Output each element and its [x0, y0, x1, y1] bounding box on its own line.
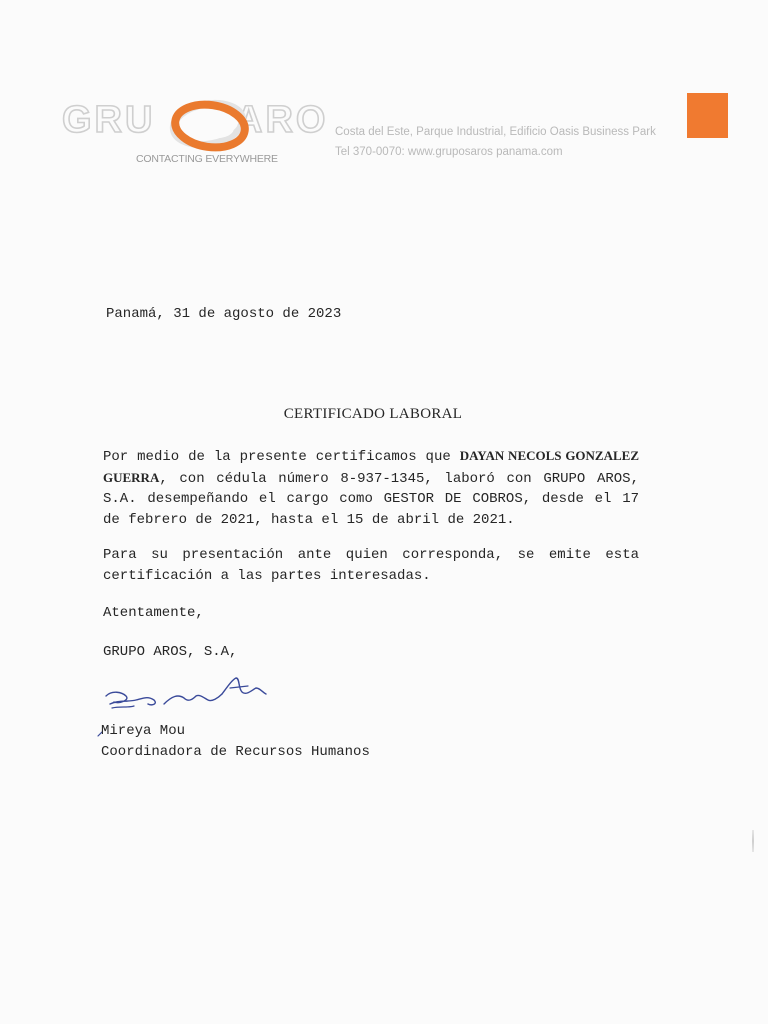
company-name: GRUPO AROS, S.A,	[103, 644, 238, 660]
brand-square	[687, 93, 728, 138]
scan-artifact	[752, 830, 754, 852]
document-title: CERTIFICADO LABORAL	[283, 406, 463, 422]
certification-paragraph	[103, 446, 639, 530]
signer-name: Mireya Mou	[101, 723, 186, 739]
svg-text:GRU: GRU	[62, 99, 156, 141]
logo-tagline: CONTACTING EVERYWHERE	[136, 153, 278, 165]
letterhead-address: Costa del Este, Parque Industrial, Edificio Oasis Business Park	[335, 126, 656, 138]
employee-name: DAYAN NECOLS GONZALEZ GUERRA	[103, 448, 639, 485]
svg-text:ARO: ARO	[235, 99, 329, 141]
letter-date: Panamá, 31 de agosto de 2023	[106, 306, 342, 322]
paragraph-details: , con cédula número 8-937-1345, laboró con GRUPO AROS, S.A. desempeñando el cargo como GESTOR DE COBROS, desde el 17 de febrero de 2021, hasta el 15 de abril de 2021.	[103, 470, 639, 528]
letterhead-phone-web: Tel 370-0070: www.gruposaros panama.com	[335, 146, 563, 158]
paragraph-intro: Por medio de la presente certificamos que	[103, 449, 460, 465]
letterhead-contact	[335, 122, 675, 162]
presentation-paragraph: Para su presentación ante quien corresponda, se emite esta certificación a las partes interesadas.	[103, 547, 639, 584]
signer-role: Coordinadora de Recursos Humanos	[101, 744, 370, 760]
closing-salutation: Atentamente,	[103, 605, 204, 621]
letterhead	[60, 92, 730, 172]
